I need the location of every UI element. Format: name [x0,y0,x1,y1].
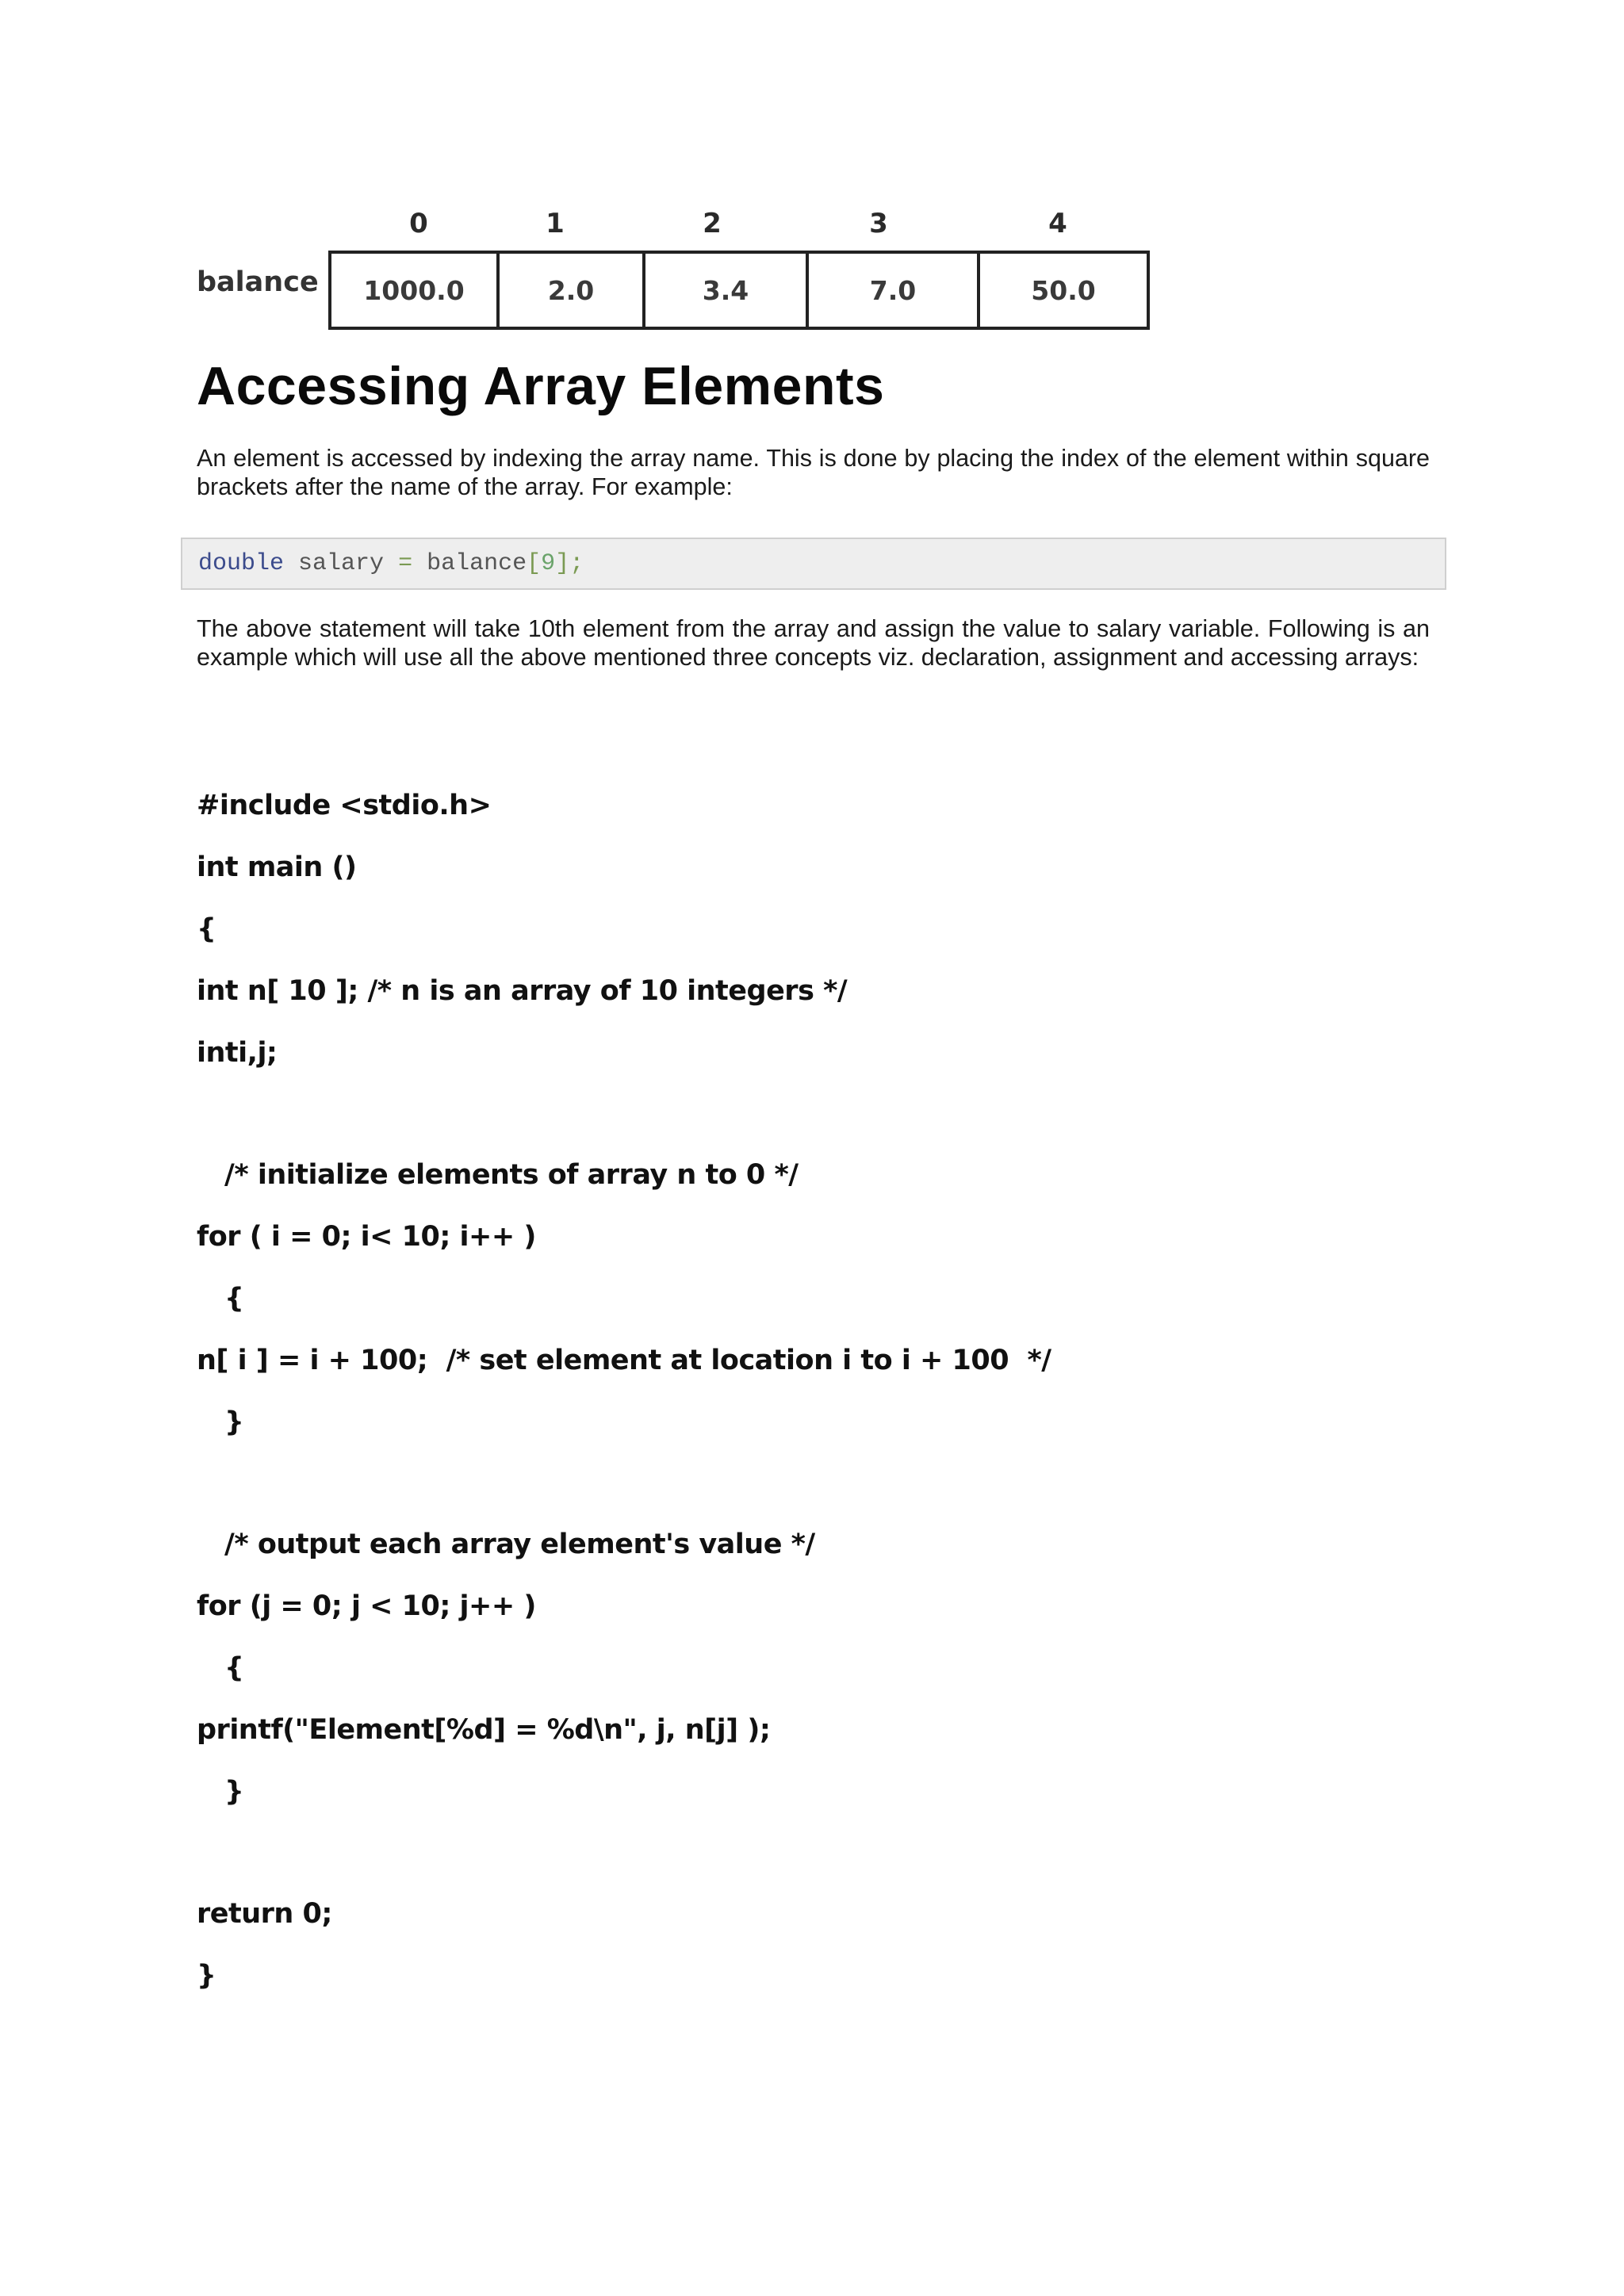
snippet-open-bracket: [ [527,550,542,577]
array-index: 4 [1048,208,1067,239]
array-index: 2 [703,208,722,239]
code-line: for ( i = 0; i< 10; i++ ) [197,1221,536,1253]
array-name-label: balance [197,266,319,298]
code-line: return 0; [197,1898,332,1930]
code-line: { [197,1652,244,1684]
code-line: { [197,913,216,945]
code-line: /* initialize elements of array n to 0 */ [197,1159,799,1191]
array-index: 3 [869,208,888,239]
section-heading: Accessing Array Elements [197,356,885,416]
array-index: 0 [409,208,428,239]
snippet-array: balance [427,550,527,577]
code-line: #include <stdio.h> [197,790,492,821]
array-cell: 2.0 [500,254,645,327]
array-cell: 50.0 [1031,274,1096,306]
snippet-keyword: double [198,550,285,577]
code-line: } [197,1406,244,1438]
snippet-terminator: ; [569,550,584,577]
explanation-paragraph: The above statement will take 10th element from the array and assign the value to salary variable. Following is an example which will use all the above mentioned three concepts viz. declaration, assignment and accessing arrays: [197,615,1430,671]
code-line: } [197,1776,244,1808]
array-cells [328,251,1150,330]
code-line: /* output each array element's value */ [197,1529,815,1560]
code-snippet [181,538,1446,590]
snippet-close-bracket: ] [555,550,570,577]
code-line: inti,j; [197,1037,278,1069]
array-diagram [197,208,1148,335]
code-line: { [197,1283,244,1314]
array-cell: 7.0 [809,254,980,327]
intro-paragraph: An element is accessed by indexing the array name. This is done by placing the index of the element within square brackets after the name of the array. For example: [197,445,1430,500]
snippet-variable: salary [298,550,385,577]
array-index: 1 [546,208,565,239]
array-cell: 3.4 [645,254,809,327]
code-line: int main () [197,851,357,883]
array-cell: 1000.0 [331,254,500,327]
code-line: printf("Element[%d] = %d\n", j, n[j] ); [197,1714,771,1746]
code-line: n[ i ] = i + 100; /* set element at location i to i + 100 */ [197,1345,1051,1376]
snippet-operator: = [398,550,413,577]
snippet-index: 9 [541,550,556,577]
code-line: } [197,1960,216,1992]
code-line: int n[ 10 ]; /* n is an array of 10 integers */ [197,975,848,1007]
code-line: for (j = 0; j < 10; j++ ) [197,1590,536,1622]
